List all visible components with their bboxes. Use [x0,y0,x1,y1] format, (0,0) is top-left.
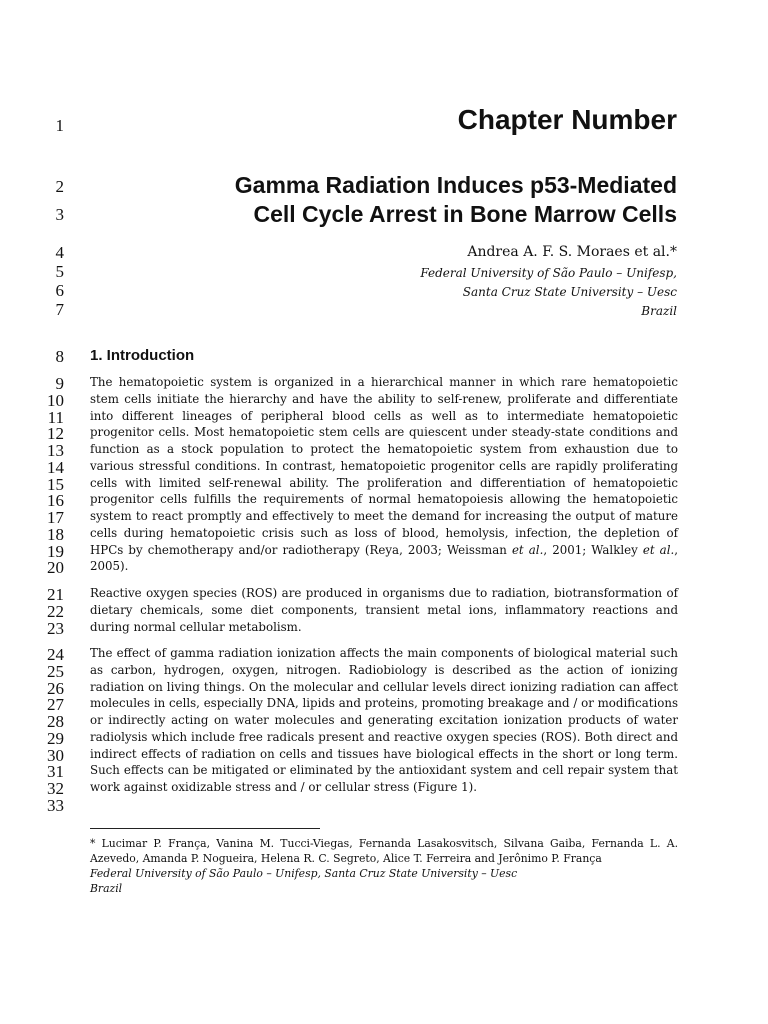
footnote-country: Brazil [90,882,123,895]
line-number: 29 [47,729,64,748]
affiliation-line-3: Brazil [641,304,677,318]
line-number: 9 [55,374,64,393]
et-al: et al. [511,542,544,557]
line-number: 28 [47,712,64,731]
line-number: 32 [47,779,64,798]
paragraph-1-end: , 2005). [90,542,678,574]
line-number: 31 [47,762,64,781]
line-number: 19 [47,542,64,561]
line-number: 17 [47,508,64,527]
line-number: 18 [47,525,64,544]
line-number: 25 [47,662,64,681]
footnote [90,836,678,896]
line-number: 20 [47,558,64,577]
line-number: 30 [47,746,64,765]
line-number: 8 [55,347,64,366]
paragraph-2: Reactive oxygen species (ROS) are produced in organisms due to radiation, biotransformation of dietary chemicals, some diet components, transient metal ions, inflammatory reactions and during normal cellular metabolism. [90,586,678,634]
line-number: 33 [47,796,64,815]
paragraph-3: The effect of gamma radiation ionization affects the main components of biological material such as carbon, hydrogen, oxygen, nitrogen. Radiobiology is described as the action of ionizing radiation on living things. On the molecular and cellular levels direct ionizing radiation can affect molecules in cells, especially DNA, lipids and proteins, promoting breakage and / or modifications or indirectly acting on water molecules and generating excitation ionization products of water radiolysis which include free radicals present and reactive oxygen species (ROS). Both direct and indirect effects of radiation on cells and tissues have biological effects in the short or long term. Such effects can be mitigated or eliminated by the antioxidant system and cell repair system that work against oxidizable stress and / or cellular stress (Figure 1). [90,646,678,794]
footnote-rule [90,828,320,829]
paragraph-1-mid: , 2001; Walkley [543,542,643,557]
title-line-2: Cell Cycle Arrest in Bone Marrow Cells [253,201,677,227]
line-number: 21 [47,585,64,604]
affiliation-line-1: Federal University of São Paulo – Unifesp, [420,266,677,280]
line-number: 10 [47,391,64,410]
line-number: 16 [47,491,64,510]
footnote-affiliation: Federal University of São Paulo – Unifesp, Santa Cruz State University – Uesc [90,867,518,880]
footnote-authors: * Lucimar P. França, Vanina M. Tucci-Viegas, Fernanda Lasakosvitsch, Silvana Gaiba, Fernanda L. A. Azevedo, Amanda P. Nogueira, Helena R. C. Segreto, Alice T. Ferreira and Jerônimo P. França [90,837,678,865]
paragraph-1-text: The hematopoietic system is organized in a hierarchical manner in which rare hematopoietic stem cells initiate the hierarchy and have the ability to self-renew, proliferate and differentiate into different lineages of peripheral blood cells as well as to intermediate hematopoietic progenitor cells. Most hematopoietic stem cells are quiescent under steady-state conditions and function as a stock population to protect the hematopoietic system from exhaustion due to various stressful conditions. In contrast, hematopoietic progenitor cells are rapidly proliferating cells with limited self-renewal ability. The proliferation and differentiation of hematopoietic progenitor cells fulfills the requirements of normal hematopoiesis allowing the hematopoietic system to react promptly and effectively to meet the demand for increasing the output of mature cells during hematopoietic crisis such as loss of blood, hemolysis, infection, the depletion of HPCs by chemotherapy and/or radiotherapy (Reya, 2003; Weissman [90,375,678,557]
line-number: 1 [55,116,64,135]
line-number: 22 [47,602,64,621]
line-number: 11 [47,408,64,427]
line-number: 5 [55,262,64,281]
et-al: et al. [642,542,675,557]
chapter-heading: Chapter Number [457,104,677,135]
author-line: Andrea A. F. S. Moraes et al.* [467,244,677,260]
paragraph-1 [90,374,678,575]
line-number: 2 [55,177,64,196]
line-number: 15 [47,475,64,494]
line-number: 7 [55,300,64,319]
line-number: 3 [55,205,64,224]
paper-title [117,171,677,229]
line-number: 27 [47,695,64,714]
line-number: 14 [47,458,64,477]
line-number: 6 [55,281,64,300]
line-number: 23 [47,619,64,638]
section-heading: 1. Introduction [90,347,195,364]
line-number: 12 [47,424,64,443]
affiliation [420,264,677,321]
affiliation-line-2: Santa Cruz State University – Uesc [462,285,677,299]
line-number: 26 [47,679,64,698]
line-number: 24 [47,645,64,664]
line-number: 4 [55,243,64,262]
title-line-1: Gamma Radiation Induces p53-Mediated [234,172,677,198]
line-number: 13 [47,441,64,460]
